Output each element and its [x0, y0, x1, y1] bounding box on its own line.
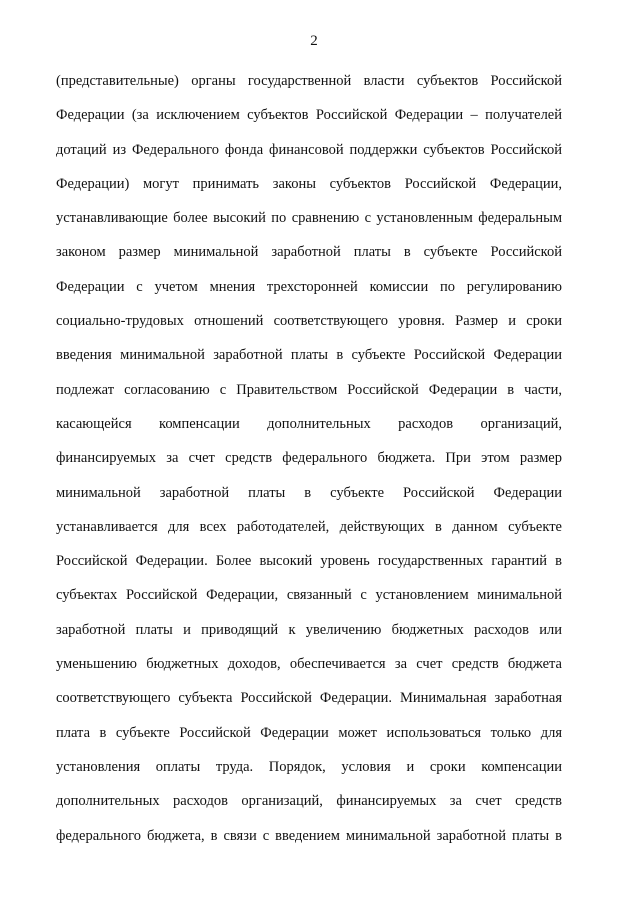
text-line: касающейся компенсации дополнительных расходов организаций,: [56, 415, 562, 432]
text-line: Федерации) могут принимать законы субъектов Российской Федерации,: [56, 175, 562, 192]
text-line: уменьшению бюджетных доходов, обеспечивается за счет средств бюджета: [56, 656, 562, 673]
text-line: заработной платы и приводящий к увеличению бюджетных расходов или: [56, 621, 562, 638]
text-line: законом размер минимальной заработной платы в субъекте Российской: [56, 244, 562, 261]
text-line: минимальной заработной платы в субъекте Российской Федерации: [56, 484, 562, 501]
text-line: Федерации (за исключением субъектов Российской Федерации – получателей: [56, 107, 562, 124]
body-paragraph: [56, 69, 562, 858]
text-line: введения минимальной заработной платы в субъекте Российской Федерации: [56, 347, 562, 364]
text-line: установления оплаты труда. Порядок, условия и сроки компенсации: [56, 758, 562, 775]
text-line: финансируемых за счет средств федерального бюджета. При этом размер: [56, 450, 562, 467]
text-line: субъектах Российской Федерации, связанный с установлением минимальной: [56, 587, 562, 604]
text-line: дополнительных расходов организаций, финансируемых за счет средств: [56, 793, 562, 810]
text-line: соответствующего субъекта Российской Федерации. Минимальная заработная: [56, 690, 562, 707]
text-line: Федерации с учетом мнения трехсторонней комиссии по регулированию: [56, 278, 562, 295]
text-line: плата в субъекте Российской Федерации может использоваться только для: [56, 724, 562, 741]
text-line: дотаций из Федерального фонда финансовой поддержки субъектов Российской: [56, 141, 562, 158]
text-line: социально-трудовых отношений соответствующего уровня. Размер и сроки: [56, 313, 562, 330]
text-line: (представительные) органы государственной власти субъектов Российской: [56, 73, 562, 89]
text-line: устанавливается для всех работодателей, действующих в данном субъекте: [56, 518, 562, 535]
text-line: федерального бюджета, в связи с введением минимальной заработной платы в: [56, 827, 562, 844]
page-number: 2: [310, 33, 318, 49]
text-line: устанавливающие более высокий по сравнению с установленным федеральным: [56, 210, 562, 227]
text-line: Российской Федерации. Более высокий уровень государственных гарантий в: [56, 553, 562, 570]
text-line: подлежат согласованию с Правительством Российской Федерации в части,: [56, 381, 562, 398]
